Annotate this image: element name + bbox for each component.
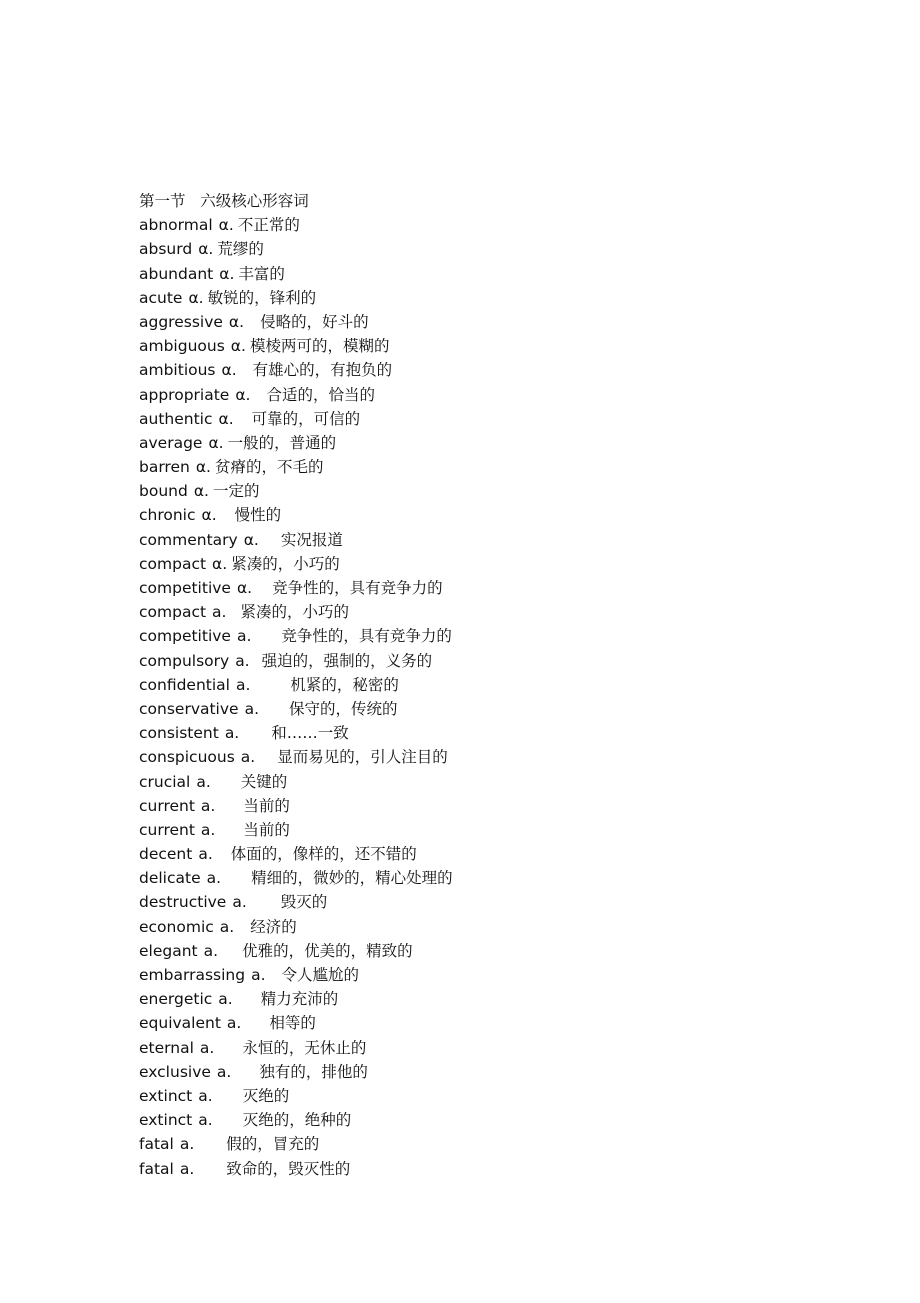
vocab-entry — [139, 213, 779, 237]
entry-term: average — [139, 433, 203, 452]
entry-definition: 竞争性的，具有竞争力的 — [272, 579, 443, 598]
entry-part-of-speech: α. — [212, 554, 228, 573]
vocab-entry — [139, 1011, 779, 1035]
vocab-entry — [139, 890, 779, 914]
entry-part-of-speech: a. — [206, 869, 222, 888]
vocab-entry — [139, 770, 779, 794]
vocab-entry — [139, 455, 779, 479]
vocab-entry — [139, 721, 779, 745]
vocab-entry — [139, 673, 779, 697]
entry-term: conservative — [139, 699, 239, 718]
entry-term: barren — [139, 458, 190, 477]
vocab-entry — [139, 866, 779, 890]
entry-definition: 关键的 — [240, 772, 288, 791]
entry-part-of-speech: a. — [196, 772, 211, 791]
entry-part-of-speech: α. — [193, 482, 209, 501]
entry-definition: 有雄心的，有抱负的 — [252, 361, 393, 380]
entry-definition: 慢性的 — [234, 506, 282, 525]
entry-term: embarrassing — [139, 966, 246, 985]
vocab-entry — [139, 552, 779, 576]
entry-part-of-speech: a. — [232, 893, 247, 912]
vocab-entry — [139, 286, 779, 310]
entry-definition: 侵略的，好斗的 — [260, 312, 369, 331]
entry-definition: 毁灭的 — [280, 893, 328, 912]
entry-part-of-speech: α. — [221, 361, 237, 380]
vocab-entry — [139, 1036, 779, 1060]
vocab-entry — [139, 963, 779, 987]
entry-part-of-speech: a. — [199, 1038, 215, 1057]
entry-definition: 荒缪的 — [217, 240, 264, 259]
entry-definition: 假的，冒充的 — [226, 1135, 320, 1154]
entry-part-of-speech: a. — [251, 966, 266, 985]
entry-definition: 机紧的，秘密的 — [290, 675, 399, 694]
entry-part-of-speech: a. — [198, 1086, 213, 1105]
entry-definition: 合适的，恰当的 — [266, 385, 375, 404]
entry-part-of-speech: α. — [208, 433, 224, 452]
entry-part-of-speech: α. — [218, 409, 234, 428]
entry-term: aggressive — [139, 312, 223, 331]
entry-part-of-speech: α. — [188, 288, 204, 307]
entry-definition: 竞争性的，具有竞争力的 — [281, 627, 452, 646]
entry-term: decent — [139, 845, 193, 864]
entry-definition: 一定的 — [212, 482, 260, 501]
entry-term: confidential — [139, 675, 230, 694]
vocab-entry — [139, 818, 779, 842]
entry-definition: 独有的，排他的 — [259, 1062, 368, 1081]
entry-term: authentic — [139, 409, 213, 428]
entry-term: extinct — [139, 1111, 193, 1130]
entry-definition: 丰富的 — [238, 264, 285, 283]
entry-term: current — [139, 820, 195, 839]
entry-term: extinct — [139, 1086, 193, 1105]
entry-definition: 模棱两可的，模糊的 — [249, 337, 390, 356]
vocab-entry — [139, 1084, 779, 1108]
entry-term: equivalent — [139, 1014, 221, 1033]
entry-term: appropriate — [139, 385, 230, 404]
vocab-entry — [139, 407, 779, 431]
entry-part-of-speech: a. — [235, 675, 251, 694]
entry-term: consistent — [139, 724, 219, 743]
entry-term: commentary — [139, 530, 238, 549]
entry-definition: 强迫的，强制的，义务的 — [261, 651, 433, 670]
vocab-entry — [139, 1132, 779, 1156]
vocab-entry — [139, 431, 779, 455]
vocab-entry — [139, 503, 779, 527]
entry-definition: 经济的 — [250, 917, 297, 936]
entry-term: ambitious — [139, 361, 216, 380]
entry-term: destructive — [139, 893, 227, 912]
entry-definition: 相等的 — [269, 1014, 316, 1033]
entry-term: energetic — [139, 990, 213, 1009]
entry-term: absurd — [139, 240, 193, 259]
entry-term: chronic — [139, 506, 196, 525]
entry-definition: 实况报道 — [280, 530, 343, 549]
vocab-entry — [139, 1060, 779, 1084]
entry-part-of-speech: a. — [200, 820, 216, 839]
entry-part-of-speech: a. — [224, 724, 240, 743]
entry-term: crucial — [139, 772, 191, 791]
entry-part-of-speech: a. — [216, 1062, 232, 1081]
section-heading: 第一节 六级核心形容词 — [139, 192, 309, 210]
vocab-entry — [139, 479, 779, 503]
entry-term: elegant — [139, 941, 198, 960]
entry-part-of-speech: a. — [244, 699, 260, 718]
entry-definition: 贫瘠的，不毛的 — [215, 458, 324, 477]
entry-definition: 令人尴尬的 — [281, 966, 360, 985]
entry-part-of-speech: a. — [200, 796, 216, 815]
entry-part-of-speech: a. — [236, 627, 252, 646]
entry-definition: 永恒的，无休止的 — [242, 1038, 367, 1057]
entry-part-of-speech: a. — [179, 1159, 195, 1178]
vocab-entry — [139, 915, 779, 939]
entry-definition: 当前的 — [243, 796, 290, 815]
entry-part-of-speech: α. — [198, 240, 214, 259]
entry-term: fatal — [139, 1135, 174, 1154]
vocab-entry — [139, 697, 779, 721]
entry-definition: 灭绝的 — [242, 1086, 290, 1105]
vocab-entry — [139, 1108, 779, 1132]
vocab-entry — [139, 262, 779, 286]
entry-definition: 精力充沛的 — [260, 990, 339, 1009]
entry-term: competitive — [139, 579, 231, 598]
entry-part-of-speech: α. — [218, 216, 234, 235]
vocab-entry — [139, 383, 779, 407]
vocab-entry — [139, 649, 779, 673]
vocab-entry — [139, 624, 779, 648]
entry-part-of-speech: α. — [201, 506, 217, 525]
vocab-entry — [139, 745, 779, 769]
entry-definition: 一般的，普通的 — [227, 433, 337, 452]
entry-term: bound — [139, 482, 188, 501]
vocab-entry — [139, 794, 779, 818]
entry-term: abnormal — [139, 216, 213, 235]
vocab-entry — [139, 576, 779, 600]
entry-definition: 保守的，传统的 — [289, 699, 398, 718]
entry-definition: 显而易见的，引人注目的 — [277, 748, 448, 767]
entry-part-of-speech: α. — [230, 337, 246, 356]
entry-term: abundant — [139, 264, 214, 283]
vocab-entry — [139, 939, 779, 963]
entry-definition: 敏锐的，锋利的 — [207, 288, 317, 307]
entry-definition: 体面的，像样的，还不错的 — [230, 845, 417, 864]
entry-term: exclusive — [139, 1062, 211, 1081]
entry-part-of-speech: a. — [226, 1014, 242, 1033]
entry-definition: 当前的 — [243, 820, 290, 839]
entry-part-of-speech: α. — [195, 458, 211, 477]
entry-term: compact — [139, 603, 207, 622]
vocab-entry — [139, 528, 779, 552]
entry-definition: 紧凑的，小巧的 — [231, 554, 340, 573]
vocab-entry — [139, 334, 779, 358]
entry-part-of-speech: a. — [198, 1111, 213, 1130]
entry-term: delicate — [139, 869, 201, 888]
entry-term: fatal — [139, 1159, 174, 1178]
entry-term: compulsory — [139, 651, 230, 670]
entry-part-of-speech: α. — [235, 385, 251, 404]
entry-definition: 可靠的，可信的 — [251, 409, 361, 428]
entry-term: compact — [139, 554, 207, 573]
vocab-entry — [139, 987, 779, 1011]
entry-term: acute — [139, 288, 183, 307]
entry-part-of-speech: a. — [203, 941, 219, 960]
entry-definition: 精细的，微妙的，精心处理的 — [251, 869, 453, 888]
entry-part-of-speech: a. — [212, 603, 227, 622]
entry-part-of-speech: a. — [218, 990, 233, 1009]
vocab-entry — [139, 237, 779, 261]
entry-part-of-speech: a. — [219, 917, 235, 936]
entry-part-of-speech: a. — [235, 651, 250, 670]
vocab-entry — [139, 358, 779, 382]
entry-term: eternal — [139, 1038, 194, 1057]
vocabulary-list — [139, 213, 779, 1181]
vocab-entry — [139, 310, 779, 334]
vocab-entry — [139, 600, 779, 624]
entry-definition: 和……一致 — [271, 724, 349, 743]
entry-term: economic — [139, 917, 214, 936]
entry-term: competitive — [139, 627, 231, 646]
entry-definition: 灭绝的，绝种的 — [242, 1111, 352, 1130]
entry-part-of-speech: a. — [198, 845, 213, 864]
entry-part-of-speech: α. — [236, 579, 253, 598]
entry-definition: 不正常的 — [237, 216, 300, 235]
entry-term: ambiguous — [139, 337, 225, 356]
entry-part-of-speech: α. — [219, 264, 235, 283]
vocab-entry — [139, 842, 779, 866]
entry-definition: 致命的，毁灭性的 — [226, 1159, 351, 1178]
entry-part-of-speech: a. — [179, 1135, 195, 1154]
entry-part-of-speech: a. — [240, 748, 256, 767]
entry-definition: 优雅的，优美的，精致的 — [242, 941, 413, 960]
entry-definition: 紧凑的，小巧的 — [240, 603, 349, 622]
vocabulary-section — [139, 189, 779, 1181]
entry-part-of-speech: α. — [228, 312, 245, 331]
entry-part-of-speech: α. — [243, 530, 259, 549]
entry-term: current — [139, 796, 195, 815]
entry-term: conspicuous — [139, 748, 235, 767]
vocab-entry — [139, 1157, 779, 1181]
